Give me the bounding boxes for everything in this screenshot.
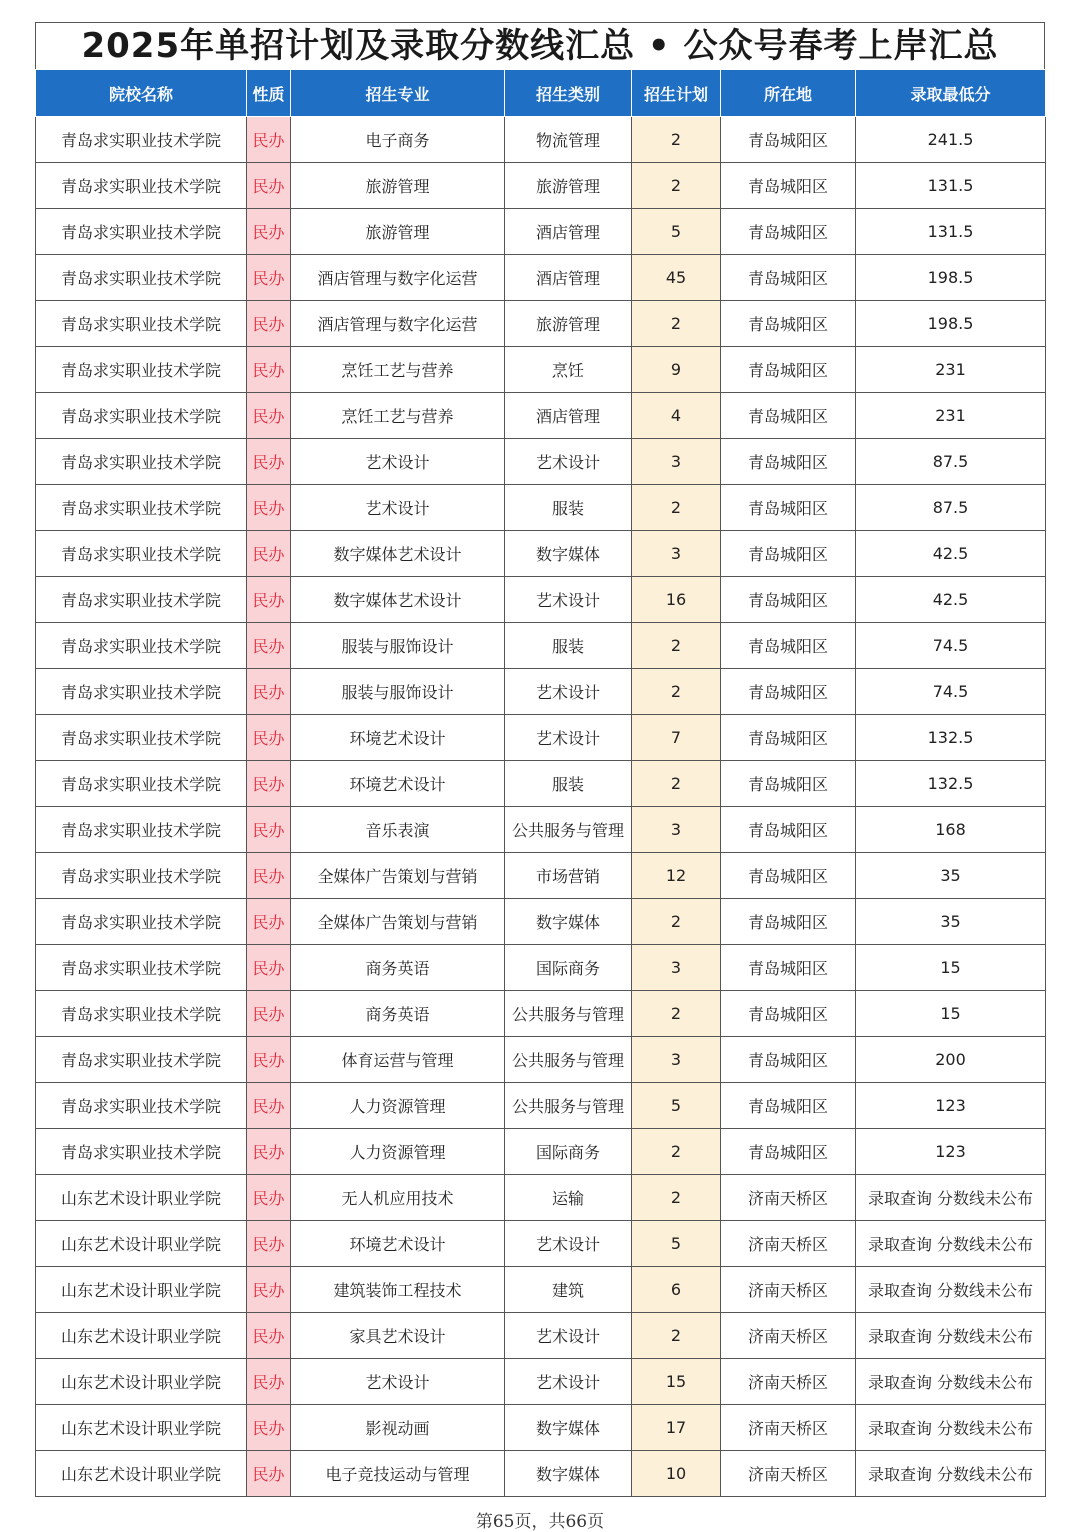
cell-school: 青岛求实职业技术学院	[36, 945, 247, 991]
cell-major: 旅游管理	[291, 163, 505, 209]
cell-location: 青岛城阳区	[721, 761, 856, 807]
cell-major: 商务英语	[291, 991, 505, 1037]
header-min-score: 录取最低分	[856, 70, 1046, 117]
cell-location: 青岛城阳区	[721, 439, 856, 485]
cell-location: 青岛城阳区	[721, 623, 856, 669]
cell-plan: 5	[632, 1221, 721, 1267]
cell-nature: 民办	[247, 531, 291, 577]
cell-school: 青岛求实职业技术学院	[36, 899, 247, 945]
cell-category: 酒店管理	[505, 209, 632, 255]
cell-nature: 民办	[247, 899, 291, 945]
cell-plan: 4	[632, 393, 721, 439]
cell-major: 无人机应用技术	[291, 1175, 505, 1221]
cell-min-score: 42.5	[856, 577, 1046, 623]
table-row	[36, 209, 1046, 255]
table-row	[36, 1175, 1046, 1221]
table-row	[36, 117, 1046, 163]
cell-category: 公共服务与管理	[505, 807, 632, 853]
cell-major: 酒店管理与数字化运营	[291, 301, 505, 347]
cell-location: 青岛城阳区	[721, 1083, 856, 1129]
cell-min-score: 录取查询 分数线未公布	[856, 1451, 1046, 1497]
cell-plan: 2	[632, 117, 721, 163]
cell-category: 艺术设计	[505, 1313, 632, 1359]
cell-category: 物流管理	[505, 117, 632, 163]
cell-plan: 2	[632, 991, 721, 1037]
cell-category: 数字媒体	[505, 899, 632, 945]
cell-location: 青岛城阳区	[721, 991, 856, 1037]
cell-school: 青岛求实职业技术学院	[36, 531, 247, 577]
cell-category: 艺术设计	[505, 669, 632, 715]
table-header-row	[36, 70, 1046, 117]
table-row	[36, 485, 1046, 531]
cell-nature: 民办	[247, 1267, 291, 1313]
table-row	[36, 669, 1046, 715]
table-row	[36, 991, 1046, 1037]
cell-school: 山东艺术设计职业学院	[36, 1313, 247, 1359]
cell-location: 青岛城阳区	[721, 347, 856, 393]
cell-school: 青岛求实职业技术学院	[36, 715, 247, 761]
header-location: 所在地	[721, 70, 856, 117]
cell-school: 青岛求实职业技术学院	[36, 485, 247, 531]
cell-plan: 2	[632, 1129, 721, 1175]
table-row	[36, 1451, 1046, 1497]
cell-nature: 民办	[247, 1129, 291, 1175]
cell-location: 济南天桥区	[721, 1175, 856, 1221]
cell-school: 青岛求实职业技术学院	[36, 807, 247, 853]
cell-min-score: 87.5	[856, 439, 1046, 485]
cell-category: 数字媒体	[505, 1405, 632, 1451]
cell-major: 艺术设计	[291, 485, 505, 531]
cell-major: 建筑装饰工程技术	[291, 1267, 505, 1313]
cell-category: 运输	[505, 1175, 632, 1221]
cell-plan: 2	[632, 301, 721, 347]
table-row	[36, 715, 1046, 761]
header-school: 院校名称	[36, 70, 247, 117]
cell-category: 公共服务与管理	[505, 1083, 632, 1129]
cell-major: 数字媒体艺术设计	[291, 531, 505, 577]
cell-nature: 民办	[247, 347, 291, 393]
cell-location: 青岛城阳区	[721, 899, 856, 945]
cell-major: 全媒体广告策划与营销	[291, 853, 505, 899]
table-row	[36, 347, 1046, 393]
cell-category: 旅游管理	[505, 163, 632, 209]
cell-location: 青岛城阳区	[721, 163, 856, 209]
cell-min-score: 131.5	[856, 163, 1046, 209]
cell-location: 青岛城阳区	[721, 531, 856, 577]
cell-location: 青岛城阳区	[721, 393, 856, 439]
cell-min-score: 录取查询 分数线未公布	[856, 1359, 1046, 1405]
cell-major: 家具艺术设计	[291, 1313, 505, 1359]
cell-school: 山东艺术设计职业学院	[36, 1267, 247, 1313]
cell-location: 青岛城阳区	[721, 945, 856, 991]
cell-school: 青岛求实职业技术学院	[36, 163, 247, 209]
cell-plan: 16	[632, 577, 721, 623]
cell-min-score: 35	[856, 899, 1046, 945]
cell-plan: 3	[632, 945, 721, 991]
cell-school: 山东艺术设计职业学院	[36, 1405, 247, 1451]
table-row	[36, 1221, 1046, 1267]
cell-major: 烹饪工艺与营养	[291, 393, 505, 439]
cell-min-score: 123	[856, 1083, 1046, 1129]
table-row	[36, 807, 1046, 853]
cell-nature: 民办	[247, 393, 291, 439]
table-row	[36, 761, 1046, 807]
cell-location: 济南天桥区	[721, 1359, 856, 1405]
cell-plan: 2	[632, 761, 721, 807]
cell-school: 青岛求实职业技术学院	[36, 623, 247, 669]
table-row	[36, 393, 1046, 439]
cell-plan: 2	[632, 623, 721, 669]
cell-plan: 12	[632, 853, 721, 899]
cell-school: 青岛求实职业技术学院	[36, 209, 247, 255]
cell-plan: 2	[632, 485, 721, 531]
cell-plan: 17	[632, 1405, 721, 1451]
cell-min-score: 35	[856, 853, 1046, 899]
cell-min-score: 87.5	[856, 485, 1046, 531]
cell-school: 青岛求实职业技术学院	[36, 301, 247, 347]
cell-min-score: 123	[856, 1129, 1046, 1175]
cell-major: 音乐表演	[291, 807, 505, 853]
cell-plan: 3	[632, 439, 721, 485]
cell-location: 青岛城阳区	[721, 1129, 856, 1175]
cell-school: 青岛求实职业技术学院	[36, 1083, 247, 1129]
cell-category: 艺术设计	[505, 715, 632, 761]
cell-nature: 民办	[247, 761, 291, 807]
cell-category: 酒店管理	[505, 255, 632, 301]
cell-plan: 6	[632, 1267, 721, 1313]
cell-min-score: 74.5	[856, 669, 1046, 715]
cell-nature: 民办	[247, 255, 291, 301]
cell-min-score: 录取查询 分数线未公布	[856, 1267, 1046, 1313]
cell-min-score: 168	[856, 807, 1046, 853]
cell-min-score: 132.5	[856, 715, 1046, 761]
cell-major: 艺术设计	[291, 439, 505, 485]
cell-nature: 民办	[247, 1037, 291, 1083]
cell-school: 青岛求实职业技术学院	[36, 991, 247, 1037]
cell-min-score: 录取查询 分数线未公布	[856, 1221, 1046, 1267]
cell-category: 艺术设计	[505, 1221, 632, 1267]
cell-plan: 9	[632, 347, 721, 393]
cell-location: 青岛城阳区	[721, 807, 856, 853]
cell-category: 服装	[505, 761, 632, 807]
header-category: 招生类别	[505, 70, 632, 117]
cell-location: 青岛城阳区	[721, 485, 856, 531]
cell-plan: 5	[632, 1083, 721, 1129]
cell-min-score: 42.5	[856, 531, 1046, 577]
cell-plan: 2	[632, 899, 721, 945]
cell-plan: 45	[632, 255, 721, 301]
cell-major: 烹饪工艺与营养	[291, 347, 505, 393]
cell-nature: 民办	[247, 853, 291, 899]
cell-school: 青岛求实职业技术学院	[36, 669, 247, 715]
table-row	[36, 1129, 1046, 1175]
cell-category: 公共服务与管理	[505, 991, 632, 1037]
header-major: 招生专业	[291, 70, 505, 117]
cell-category: 艺术设计	[505, 577, 632, 623]
table-body	[36, 117, 1046, 1497]
cell-location: 青岛城阳区	[721, 715, 856, 761]
cell-category: 酒店管理	[505, 393, 632, 439]
table-row	[36, 1405, 1046, 1451]
cell-min-score: 198.5	[856, 255, 1046, 301]
cell-nature: 民办	[247, 807, 291, 853]
cell-min-score: 131.5	[856, 209, 1046, 255]
table-row	[36, 623, 1046, 669]
header-nature: 性质	[247, 70, 291, 117]
cell-nature: 民办	[247, 715, 291, 761]
cell-major: 人力资源管理	[291, 1083, 505, 1129]
cell-min-score: 231	[856, 347, 1046, 393]
cell-nature: 民办	[247, 439, 291, 485]
cell-min-score: 74.5	[856, 623, 1046, 669]
cell-plan: 10	[632, 1451, 721, 1497]
cell-category: 市场营销	[505, 853, 632, 899]
cell-school: 青岛求实职业技术学院	[36, 117, 247, 163]
cell-major: 酒店管理与数字化运营	[291, 255, 505, 301]
cell-category: 服装	[505, 485, 632, 531]
cell-location: 青岛城阳区	[721, 853, 856, 899]
cell-nature: 民办	[247, 485, 291, 531]
cell-min-score: 15	[856, 991, 1046, 1037]
cell-school: 山东艺术设计职业学院	[36, 1221, 247, 1267]
cell-major: 体育运营与管理	[291, 1037, 505, 1083]
cell-nature: 民办	[247, 163, 291, 209]
cell-major: 旅游管理	[291, 209, 505, 255]
cell-major: 艺术设计	[291, 1359, 505, 1405]
cell-nature: 民办	[247, 623, 291, 669]
page-number: 第65页，共66页	[475, 1512, 605, 1532]
cell-category: 公共服务与管理	[505, 1037, 632, 1083]
cell-category: 烹饪	[505, 347, 632, 393]
cell-category: 艺术设计	[505, 1359, 632, 1405]
cell-min-score: 231	[856, 393, 1046, 439]
cell-plan: 15	[632, 1359, 721, 1405]
cell-category: 国际商务	[505, 945, 632, 991]
cell-location: 青岛城阳区	[721, 209, 856, 255]
table-row	[36, 577, 1046, 623]
cell-category: 建筑	[505, 1267, 632, 1313]
page-title: 2025年单招计划及录取分数线汇总 • 公众号春考上岸汇总	[35, 22, 1045, 69]
cell-plan: 7	[632, 715, 721, 761]
cell-school: 青岛求实职业技术学院	[36, 1037, 247, 1083]
cell-major: 服装与服饰设计	[291, 623, 505, 669]
cell-major: 全媒体广告策划与营销	[291, 899, 505, 945]
table-row	[36, 1037, 1046, 1083]
table-row	[36, 255, 1046, 301]
cell-school: 青岛求实职业技术学院	[36, 439, 247, 485]
cell-major: 环境艺术设计	[291, 715, 505, 761]
cell-major: 数字媒体艺术设计	[291, 577, 505, 623]
table-row	[36, 945, 1046, 991]
table-row	[36, 1083, 1046, 1129]
cell-location: 济南天桥区	[721, 1313, 856, 1359]
cell-school: 青岛求实职业技术学院	[36, 1129, 247, 1175]
cell-min-score: 录取查询 分数线未公布	[856, 1175, 1046, 1221]
table-row	[36, 853, 1046, 899]
cell-plan: 2	[632, 1313, 721, 1359]
cell-major: 商务英语	[291, 945, 505, 991]
cell-nature: 民办	[247, 1175, 291, 1221]
cell-nature: 民办	[247, 991, 291, 1037]
cell-category: 艺术设计	[505, 439, 632, 485]
cell-major: 人力资源管理	[291, 1129, 505, 1175]
table-row	[36, 301, 1046, 347]
cell-school: 山东艺术设计职业学院	[36, 1175, 247, 1221]
cell-plan: 3	[632, 1037, 721, 1083]
cell-nature: 民办	[247, 1405, 291, 1451]
cell-category: 旅游管理	[505, 301, 632, 347]
cell-location: 济南天桥区	[721, 1221, 856, 1267]
cell-category: 国际商务	[505, 1129, 632, 1175]
table-row	[36, 1359, 1046, 1405]
cell-school: 山东艺术设计职业学院	[36, 1359, 247, 1405]
cell-plan: 5	[632, 209, 721, 255]
cell-nature: 民办	[247, 945, 291, 991]
cell-category: 数字媒体	[505, 531, 632, 577]
cell-min-score: 录取查询 分数线未公布	[856, 1313, 1046, 1359]
cell-min-score: 15	[856, 945, 1046, 991]
cell-major: 电子商务	[291, 117, 505, 163]
cell-plan: 2	[632, 1175, 721, 1221]
cell-school: 青岛求实职业技术学院	[36, 255, 247, 301]
table-row	[36, 439, 1046, 485]
cell-major: 环境艺术设计	[291, 761, 505, 807]
cell-plan: 2	[632, 669, 721, 715]
cell-min-score: 198.5	[856, 301, 1046, 347]
cell-school: 青岛求实职业技术学院	[36, 761, 247, 807]
cell-nature: 民办	[247, 1221, 291, 1267]
cell-nature: 民办	[247, 1451, 291, 1497]
document-sheet	[35, 22, 1045, 1497]
cell-min-score: 录取查询 分数线未公布	[856, 1405, 1046, 1451]
cell-category: 数字媒体	[505, 1451, 632, 1497]
cell-location: 青岛城阳区	[721, 1037, 856, 1083]
cell-location: 济南天桥区	[721, 1405, 856, 1451]
table-row	[36, 163, 1046, 209]
cell-location: 青岛城阳区	[721, 669, 856, 715]
table-row	[36, 531, 1046, 577]
cell-school: 青岛求实职业技术学院	[36, 393, 247, 439]
cell-min-score: 241.5	[856, 117, 1046, 163]
cell-major: 影视动画	[291, 1405, 505, 1451]
cell-nature: 民办	[247, 577, 291, 623]
cell-major: 服装与服饰设计	[291, 669, 505, 715]
cell-plan: 3	[632, 531, 721, 577]
cell-school: 青岛求实职业技术学院	[36, 347, 247, 393]
admission-table	[35, 69, 1046, 1497]
cell-category: 服装	[505, 623, 632, 669]
cell-major: 电子竞技运动与管理	[291, 1451, 505, 1497]
cell-plan: 3	[632, 807, 721, 853]
cell-nature: 民办	[247, 669, 291, 715]
cell-location: 青岛城阳区	[721, 301, 856, 347]
cell-plan: 2	[632, 163, 721, 209]
table-row	[36, 1313, 1046, 1359]
cell-min-score: 200	[856, 1037, 1046, 1083]
cell-nature: 民办	[247, 209, 291, 255]
cell-nature: 民办	[247, 117, 291, 163]
table-row	[36, 1267, 1046, 1313]
cell-nature: 民办	[247, 1359, 291, 1405]
cell-school: 青岛求实职业技术学院	[36, 577, 247, 623]
cell-location: 济南天桥区	[721, 1267, 856, 1313]
cell-school: 青岛求实职业技术学院	[36, 853, 247, 899]
cell-nature: 民办	[247, 1313, 291, 1359]
cell-location: 青岛城阳区	[721, 577, 856, 623]
cell-location: 青岛城阳区	[721, 117, 856, 163]
cell-nature: 民办	[247, 1083, 291, 1129]
cell-location: 济南天桥区	[721, 1451, 856, 1497]
cell-location: 青岛城阳区	[721, 255, 856, 301]
cell-school: 山东艺术设计职业学院	[36, 1451, 247, 1497]
table-row	[36, 899, 1046, 945]
cell-nature: 民办	[247, 301, 291, 347]
cell-major: 环境艺术设计	[291, 1221, 505, 1267]
header-plan: 招生计划	[632, 70, 721, 117]
cell-min-score: 132.5	[856, 761, 1046, 807]
